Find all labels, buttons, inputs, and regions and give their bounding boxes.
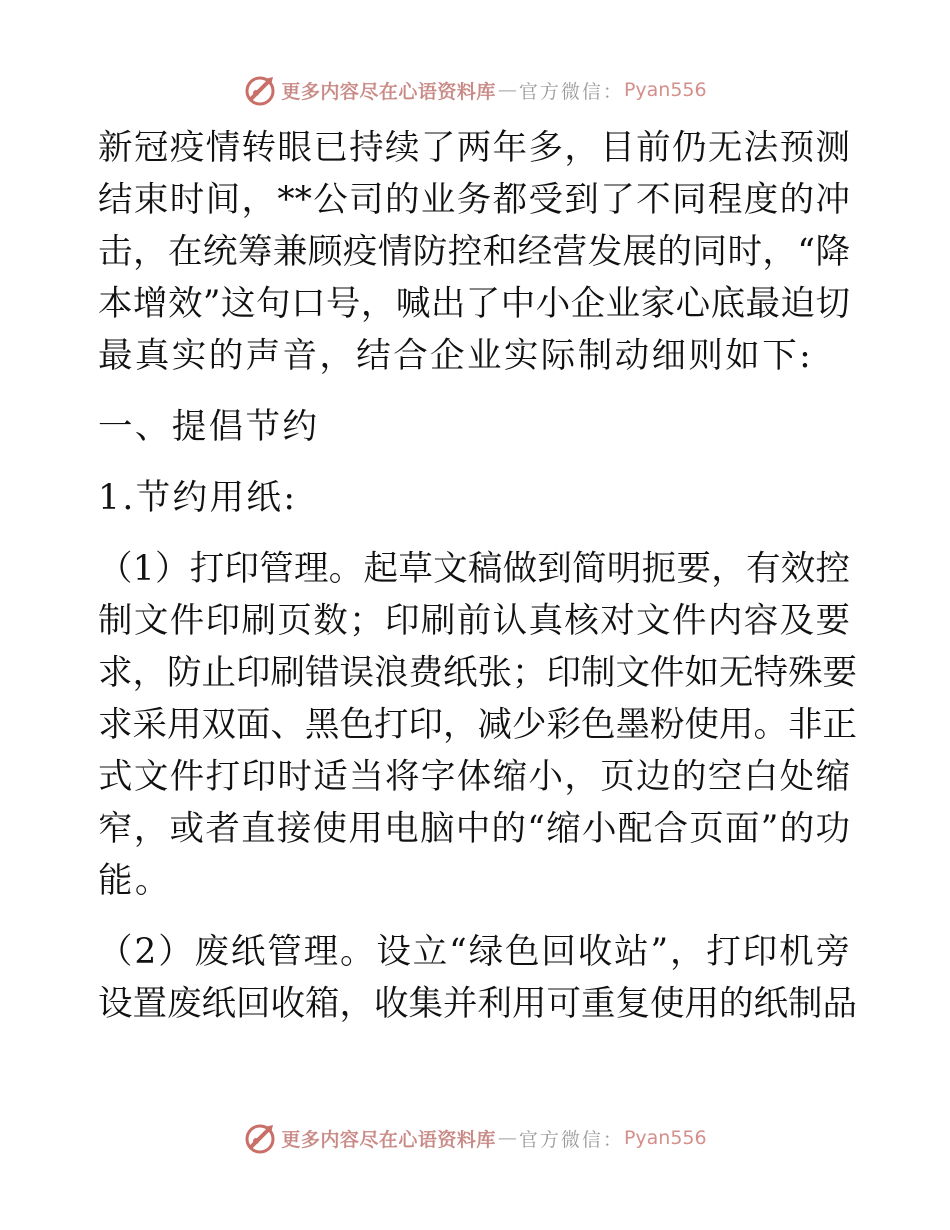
text-line: 新冠疫情转眼已持续了两年多，目前仍无法预测 — [98, 128, 850, 168]
watermark-sub-text: 官方微信： — [518, 1128, 624, 1151]
text-line: （1）打印管理。起草文稿做到简明扼要，有效控 — [98, 549, 850, 589]
printing-paragraph — [98, 543, 857, 907]
text-line: 求，防止印刷错误浪费纸张；印制文件如无特殊要 — [98, 653, 857, 693]
text-line: 能。 — [98, 861, 172, 901]
watermark-sub-text: 官方微信： — [518, 80, 624, 103]
document-body — [98, 122, 857, 1030]
subsection-heading: 1.节约用纸: — [98, 478, 298, 518]
text-line: 结束时间，**公司的业务都受到了不同程度的冲 — [98, 180, 850, 220]
watermark-wechat-id: Pyan556 — [623, 79, 707, 101]
text-line: 最真实的声音，结合企业实际制动细则如下: — [98, 336, 814, 376]
text-line: 窄，或者直接使用电脑中的“缩小配合页面”的功 — [98, 809, 850, 849]
section-heading: 一、提倡节约 — [98, 407, 320, 447]
text-line: 击，在统筹兼顾疫情防控和经营发展的同时，“降 — [98, 232, 850, 272]
watermark-main-text: 更多内容尽在心语资料库 — [281, 1128, 496, 1151]
text-line: 设置废纸回收箱，收集并利用可重复使用的纸制品 — [98, 984, 857, 1024]
text-line: 式文件打印时适当将字体缩小，页边的空白处缩 — [98, 757, 850, 797]
watermark-banner-bottom — [0, 1118, 950, 1158]
text-line: （2）废纸管理。设立“绿色回收站”，打印机旁 — [98, 932, 850, 972]
watermark-dash: — — [497, 79, 517, 101]
watermark-dash: — — [497, 1127, 517, 1149]
intro-paragraph — [98, 122, 850, 382]
text-line: 制文件印刷页数；印刷前认真核对文件内容及要 — [98, 601, 850, 641]
watermark-banner-top — [0, 70, 950, 110]
watermark-main-text: 更多内容尽在心语资料库 — [281, 80, 496, 103]
waste-paper-paragraph — [98, 926, 857, 1030]
text-line: 求采用双面、黑色打印，减少彩色墨粉使用。非正 — [98, 705, 857, 745]
brand-logo-icon — [243, 73, 277, 107]
watermark-wechat-id: Pyan556 — [623, 1127, 707, 1149]
text-line: 本增效”这句口号，喊出了中小企业家心底最迫切 — [98, 284, 850, 324]
brand-logo-icon — [243, 1121, 277, 1155]
